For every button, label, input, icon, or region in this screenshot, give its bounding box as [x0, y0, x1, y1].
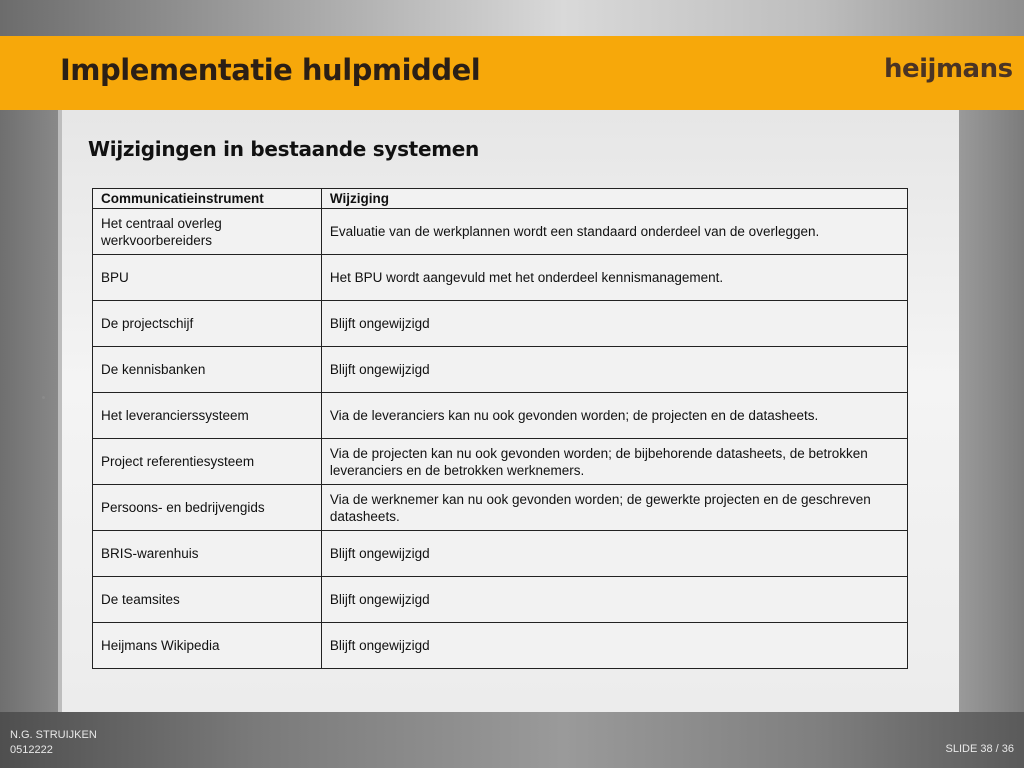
table-row	[93, 623, 908, 669]
cell-change: Blijft ongewijzigd	[321, 531, 907, 577]
cell-change: Blijft ongewijzigd	[321, 623, 907, 669]
table-row	[93, 531, 908, 577]
table-row	[93, 347, 908, 393]
cell-instrument: BPU	[93, 255, 322, 301]
cell-instrument: De projectschijf	[93, 301, 322, 347]
cell-instrument: Heijmans Wikipedia	[93, 623, 322, 669]
cell-instrument: Persoons- en bedrijvengids	[93, 485, 322, 531]
cell-change: Via de leveranciers kan nu ook gevonden worden; de projecten en de datasheets.	[321, 393, 907, 439]
cell-change: Via de projecten kan nu ook gevonden worden; de bijbehorende datasheets, de betrokken leveranciers en de betrokken werknemers.	[321, 439, 907, 485]
table-row	[93, 255, 908, 301]
cell-instrument: BRIS-warenhuis	[93, 531, 322, 577]
cell-change: Blijft ongewijzigd	[321, 577, 907, 623]
table-header-row	[93, 189, 908, 209]
footer-author: N.G. STRUIJKEN	[10, 729, 97, 741]
table-row	[93, 209, 908, 255]
top-gradient-strip	[0, 0, 1024, 36]
table-row	[93, 485, 908, 531]
table-row	[93, 439, 908, 485]
table-row	[93, 577, 908, 623]
section-subtitle: Wijzigingen in bestaande systemen	[88, 137, 479, 161]
cell-instrument: Project referentiesysteem	[93, 439, 322, 485]
cell-instrument: De teamsites	[93, 577, 322, 623]
column-header-change: Wijziging	[321, 189, 907, 209]
cell-change: Evaluatie van de werkplannen wordt een standaard onderdeel van de overleggen.	[321, 209, 907, 255]
cell-change: Het BPU wordt aangevuld met het onderdeel kennismanagement.	[321, 255, 907, 301]
cell-instrument: Het centraal overleg werkvoorbereiders	[93, 209, 322, 255]
footer-author-block	[10, 728, 97, 758]
decorative-dot	[42, 396, 45, 399]
cell-change: Blijft ongewijzigd	[321, 347, 907, 393]
cell-instrument: Het leverancierssysteem	[93, 393, 322, 439]
changes-table	[92, 188, 908, 669]
table-row	[93, 393, 908, 439]
slide-title: Implementatie hulpmiddel	[60, 53, 481, 87]
slide-number: SLIDE 38 / 36	[945, 743, 1014, 755]
cell-change: Blijft ongewijzigd	[321, 301, 907, 347]
footer-code: 0512222	[10, 744, 53, 756]
cell-change: Via de werknemer kan nu ook gevonden worden; de gewerkte projecten en de geschreven datasheets.	[321, 485, 907, 531]
footer-bar	[0, 712, 1024, 768]
heijmans-logo: heijmans	[884, 54, 1013, 84]
cell-instrument: De kennisbanken	[93, 347, 322, 393]
right-side-strip	[959, 110, 1024, 712]
table-row	[93, 301, 908, 347]
column-header-instrument: Communicatieinstrument	[93, 189, 322, 209]
